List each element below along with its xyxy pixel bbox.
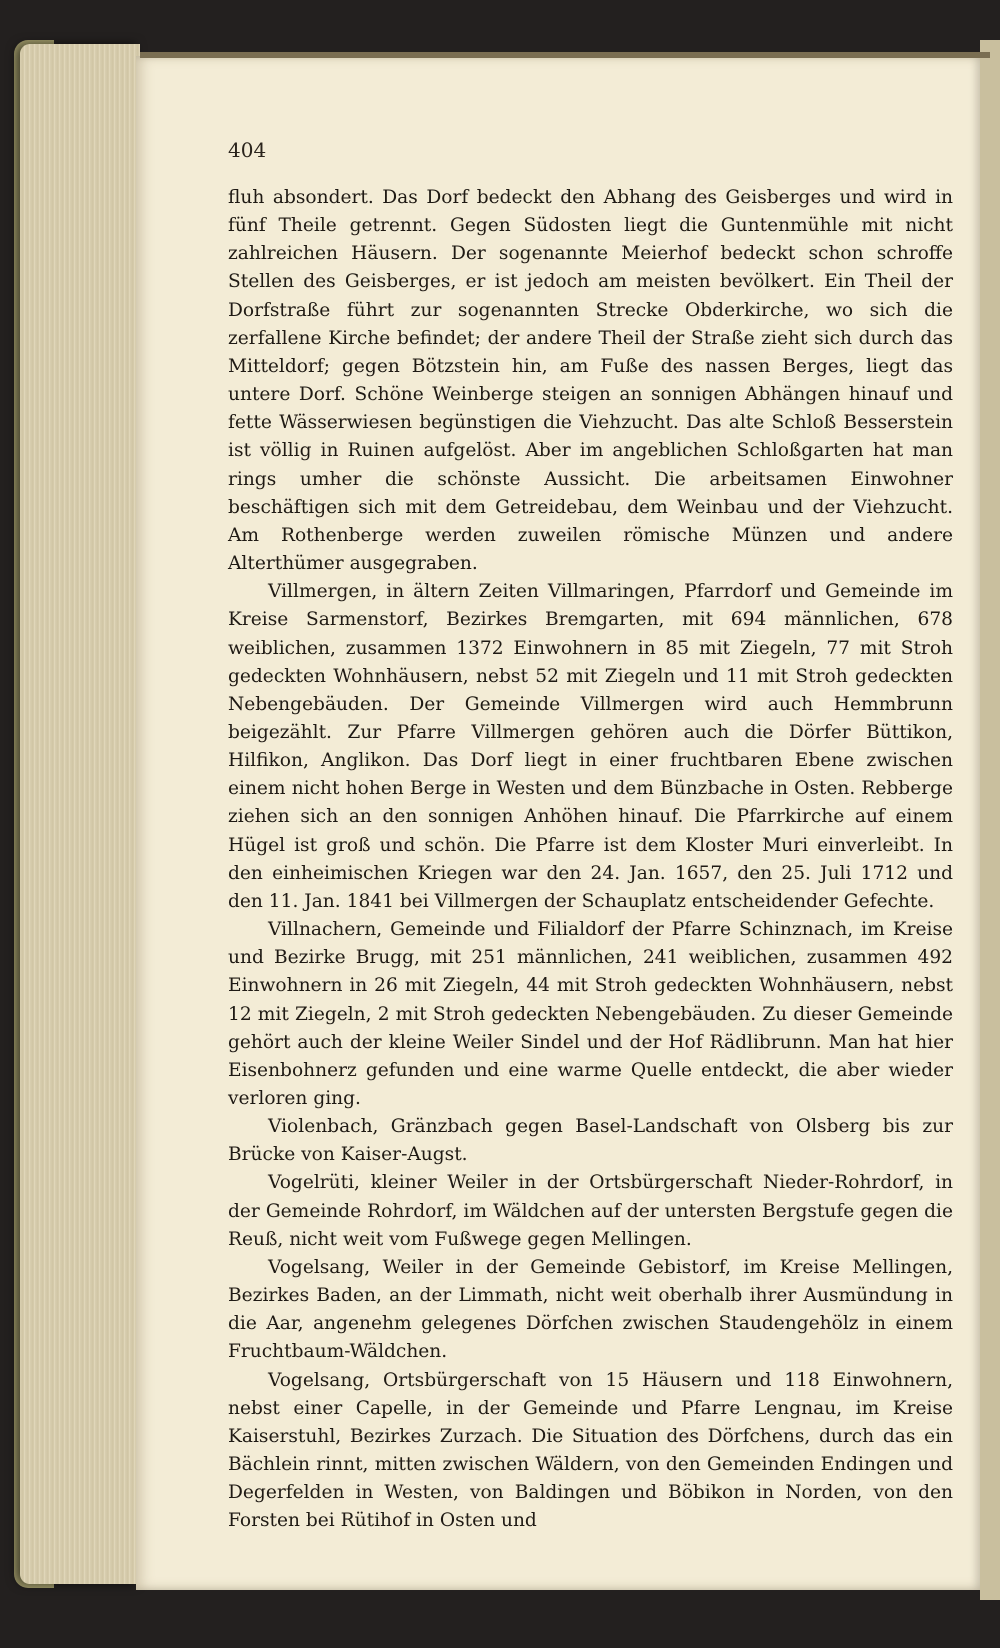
entry-vogelsang-1: Vogelsang, Weiler in der Gemeinde Gebistorf, im Kreise Mellingen, Bezirkes Baden, an der Limmath, nicht weit oberhalb ihrer Ausmündung in die Aar, angenehm gelegenes Dörfchen zwischen Staudengehölz in einem Fruchtbaum-Wäldchen.: [228, 1256, 953, 1363]
entry-vogelsang-2: Vogelsang, Ortsbürgerschaft von 15 Häusern und 118 Einwohnern, nebst einer Capelle, in der Gemeinde und Pfarre Lengnau, im Kreise Kaiserstuhl, Bezirkes Zurzach. Die Situation des Dörfchens, durch das ein Bächlein rinnt, mitten zwischen Wäldern, von den Gemeinden Endingen und Degerfelden in Westen, von Baldingen und Böbikon in Norden, von den Forsten bei Rütihof in Osten und: [228, 1369, 953, 1532]
entry-vogelrueti: Vogelrüti, kleiner Weiler in der Ortsbürgerschaft Nieder-Rohrdorf, in der Gemeinde Rohrdorf, im Wäldchen auf der untersten Bergstufe gegen die Reuß, nicht weit vom Fußwege gegen Mellingen.: [228, 1172, 953, 1250]
entry-violenbach: Violenbach, Gränzbach gegen Basel-Landschaft von Olsberg bis zur Brücke von Kaiser-Augst.: [228, 1116, 953, 1166]
entry-villnachern: Villnachern, Gemeinde und Filialdorf der Pfarre Schinznach, im Kreise und Bezirke Brugg, mit 251 männlichen, 241 weiblichen, zusammen 492 Einwohnern in 26 mit Ziegeln, 44 mit Stroh gedeckten Wohnhäusern, nebst 12 mit Ziegeln, 2 mit Stroh gedeckten Nebengebäuden. Zu dieser Gemeinde gehört auch der kleine Weiler Sindel und der Hof Rädlibrunn. Man hat hier Eisenbohnerz gefunden und eine warme Quelle entdeckt, die aber wieder verloren ging.: [228, 919, 953, 1109]
paragraph-continuation: fluh absondert. Das Dorf bedeckt den Abhang des Geisberges und wird in fünf Theile getrennt. Gegen Südosten liegt die Guntenmühle mit nicht zahlreichen Häusern. Der sogenannte Meierhof bedeckt schon schroffe Stellen des Geisberges, er ist jedoch am meisten bevölkert. Ein Theil der Dorfstraße führt zur sogenannten Strecke Obderkirche, wo sich die zerfallene Kirche befindet; der andere Theil der Straße zieht sich durch das Mitteldorf; gegen Bötzstein hin, am Fuße des nassen Berges, liegt das untere Dorf. Schöne Weinberge steigen an sonnigen Abhängen hinauf und fette Wässerwiesen begünstigen die Viehzucht. Das alte Schloß Besserstein ist völlig in Ruinen aufgelöst. Aber im angeblichen Schloßgarten hat man rings umher die schönste Aussicht. Die arbeitsamen Einwohner beschäftigen sich mit dem Getreidebau, dem Weinbau und der Viehzucht. Am Rothenberge werden zuweilen römische Münzen und andere Alterthümer ausgegraben.: [228, 187, 953, 575]
right-page-edge: [980, 40, 1000, 1600]
page-top-edge: [140, 52, 990, 58]
entry-villmergen: Villmergen, in ältern Zeiten Villmaringen, Pfarrdorf und Gemeinde im Kreise Sarmenstorf, Bezirkes Bremgarten, mit 694 männlichen, 678 weiblichen, zusammen 1372 Einwohnern in 85 mit Ziegeln, 77 mit Stroh gedeckten Wohnhäusern, nebst 52 mit Ziegeln und 11 mit Stroh gedeckten Nebengebäuden. Der Gemeinde Villmergen wird auch Hemmbrunn beigezählt. Zur Pfarre Villmergen gehören auch die Dörfer Büttikon, Hilfikon, Anglikon. Das Dorf liegt in einer fruchtbaren Ebene zwischen einem nicht hohen Berge in Westen und dem Bünzbache in Osten. Rebberge ziehen sich an den sonnigen Anhöhen hinauf. Die Pfarrkirche auf einem Hügel ist groß und schön. Die Pfarre ist dem Kloster Muri einverleibt. In den einheimischen Kriegen war den 24. Jan. 1657, den 25. Juli 1712 und den 11. Jan. 1841 bei Villmergen der Schauplatz entscheidender Gefechte.: [228, 581, 953, 912]
page-stack-edge: [20, 44, 140, 1584]
page-text: [228, 184, 953, 1536]
page-number: 404: [228, 138, 267, 162]
